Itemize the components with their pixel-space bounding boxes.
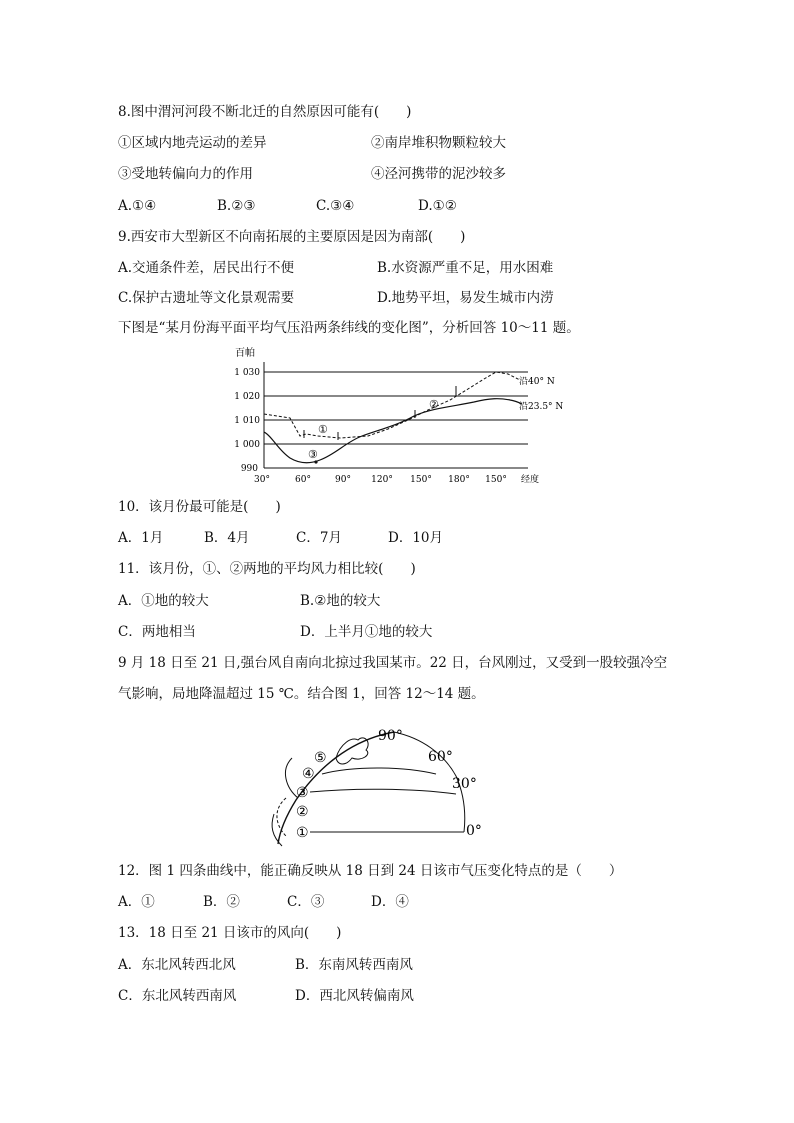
- lat-0-label: 0°: [466, 823, 482, 839]
- q13-choice-c: C．东北风转西南风: [118, 988, 237, 1004]
- q9-choice-a: A.交通条件差，居民出行不便: [118, 260, 295, 276]
- q11-choice-b: B.②地的较大: [300, 593, 381, 609]
- q10-choice-d: D．10月: [388, 530, 444, 546]
- marker-1-label: ①: [318, 423, 328, 436]
- pressure-chart: [228, 344, 568, 488]
- y-axis-label: 百帕: [235, 348, 255, 359]
- curve-3-label: ③: [296, 785, 309, 801]
- q8-option-3: ③受地转偏向力的作用: [118, 166, 253, 182]
- lat-60-label: 60°: [428, 749, 453, 765]
- x-axis-label: 经度: [521, 475, 540, 485]
- lat-30-label: 30°: [452, 776, 477, 792]
- q9-stem: 9.西安市大型新区不向南拓展的主要原因是因为南部( ): [118, 229, 466, 245]
- q12-stem: 12．图 1 四条曲线中，能正确反映从 18 日到 24 日该市气压变化特点的是（ ）: [118, 863, 623, 879]
- x-tick-60: 60°: [295, 475, 311, 485]
- q11-stem: 11．该月份，①、②两地的平均风力相比较( ): [118, 561, 416, 577]
- lat-90-label: 90°: [378, 728, 403, 744]
- intro-10-11: 下图是“某月份海平面平均气压沿两条纬线的变化图”，分析回答 10～11 题。: [118, 320, 580, 336]
- wind-arrow-lower: [277, 798, 286, 836]
- y-tick-1020: 1 020: [234, 392, 260, 402]
- coast-line: [272, 814, 282, 846]
- q11-choice-a: A．①地的较大: [118, 593, 209, 609]
- q12-choice-d: D．④: [371, 894, 409, 910]
- q10-stem: 10．该月份最可能是( ): [118, 499, 281, 515]
- q8-option-4: ④泾河携带的泥沙较多: [371, 166, 506, 182]
- x-tick-150w: 150°: [485, 475, 507, 485]
- figure-1-diagram: [252, 718, 504, 852]
- intro-12-14-line2: 气影响，局地降温超过 15 ℃。结合图 1，回答 12～14 题。: [118, 686, 485, 702]
- marker-3-label: ③: [308, 448, 318, 461]
- x-tick-180: 180°: [448, 475, 470, 485]
- series-23-5n-curve: [264, 399, 522, 463]
- q8-stem: 8.图中渭河河段不断北迁的自然原因可能有( ): [118, 104, 412, 120]
- q9-choice-d: D.地势平坦，易发生城市内涝: [377, 290, 554, 306]
- lat-30-line: [310, 789, 456, 794]
- intro-12-14-line1: 9 月 18 日至 21 日,强台风自南向北掠过我国某市。22 日，台风刚过，又受到一股较强冷空: [118, 655, 668, 671]
- q8-option-1: ①区域内地壳运动的差异: [118, 135, 267, 151]
- q8-choice-a: A.①④: [118, 198, 157, 214]
- x-tick-90: 90°: [335, 475, 351, 485]
- q8-choice-b: B.②③: [217, 198, 256, 214]
- series-40n-curve: [264, 372, 520, 438]
- q8-option-2: ②南岸堆积物颗粒较大: [371, 135, 506, 151]
- q10-choice-b: B．4月: [204, 530, 250, 546]
- curve-1-label: ①: [296, 825, 309, 841]
- q8-choice-d: D.①②: [418, 198, 457, 214]
- x-tick-150: 150°: [410, 475, 432, 485]
- series-40n-label: 沿40° N: [519, 377, 555, 387]
- q13-choice-d: D．西北风转偏南风: [295, 988, 414, 1004]
- y-tick-990: 990: [240, 464, 258, 474]
- q12-choice-c: C．③: [287, 894, 325, 910]
- curve-5-label: ⑤: [314, 750, 327, 766]
- q9-choice-c: C.保护古遗址等文化景观需要: [118, 290, 295, 306]
- curve-2-label: ②: [296, 804, 309, 820]
- x-tick-30: 30°: [254, 475, 270, 485]
- series-23-5n-label: 沿23.5° N: [519, 402, 564, 412]
- q11-choice-d: D．上半月①地的较大: [300, 624, 433, 640]
- y-tick-1010: 1 010: [234, 416, 260, 426]
- q13-stem: 13．18 日至 21 日该市的风向( ): [118, 925, 342, 941]
- q12-choice-a: A．①: [118, 894, 155, 910]
- q9-choice-b: B.水资源严重不足，用水困难: [377, 260, 554, 276]
- marker-2-label: ②: [429, 398, 439, 411]
- q10-choice-a: A．1月: [118, 530, 164, 546]
- q10-choice-c: C．7月: [296, 530, 342, 546]
- q11-choice-c: C．两地相当: [118, 624, 196, 640]
- q13-choice-a: A．东北风转西北风: [118, 957, 236, 973]
- q13-choice-b: B．东南风转西南风: [295, 957, 413, 973]
- curve-4-label: ④: [302, 766, 315, 782]
- q12-choice-b: B．②: [203, 894, 240, 910]
- y-tick-1030: 1 030: [234, 368, 260, 378]
- q8-choice-c: C.③④: [316, 198, 355, 214]
- x-tick-120: 120°: [371, 475, 393, 485]
- y-tick-1000: 1 000: [234, 440, 260, 450]
- lat-60-line: [322, 768, 436, 774]
